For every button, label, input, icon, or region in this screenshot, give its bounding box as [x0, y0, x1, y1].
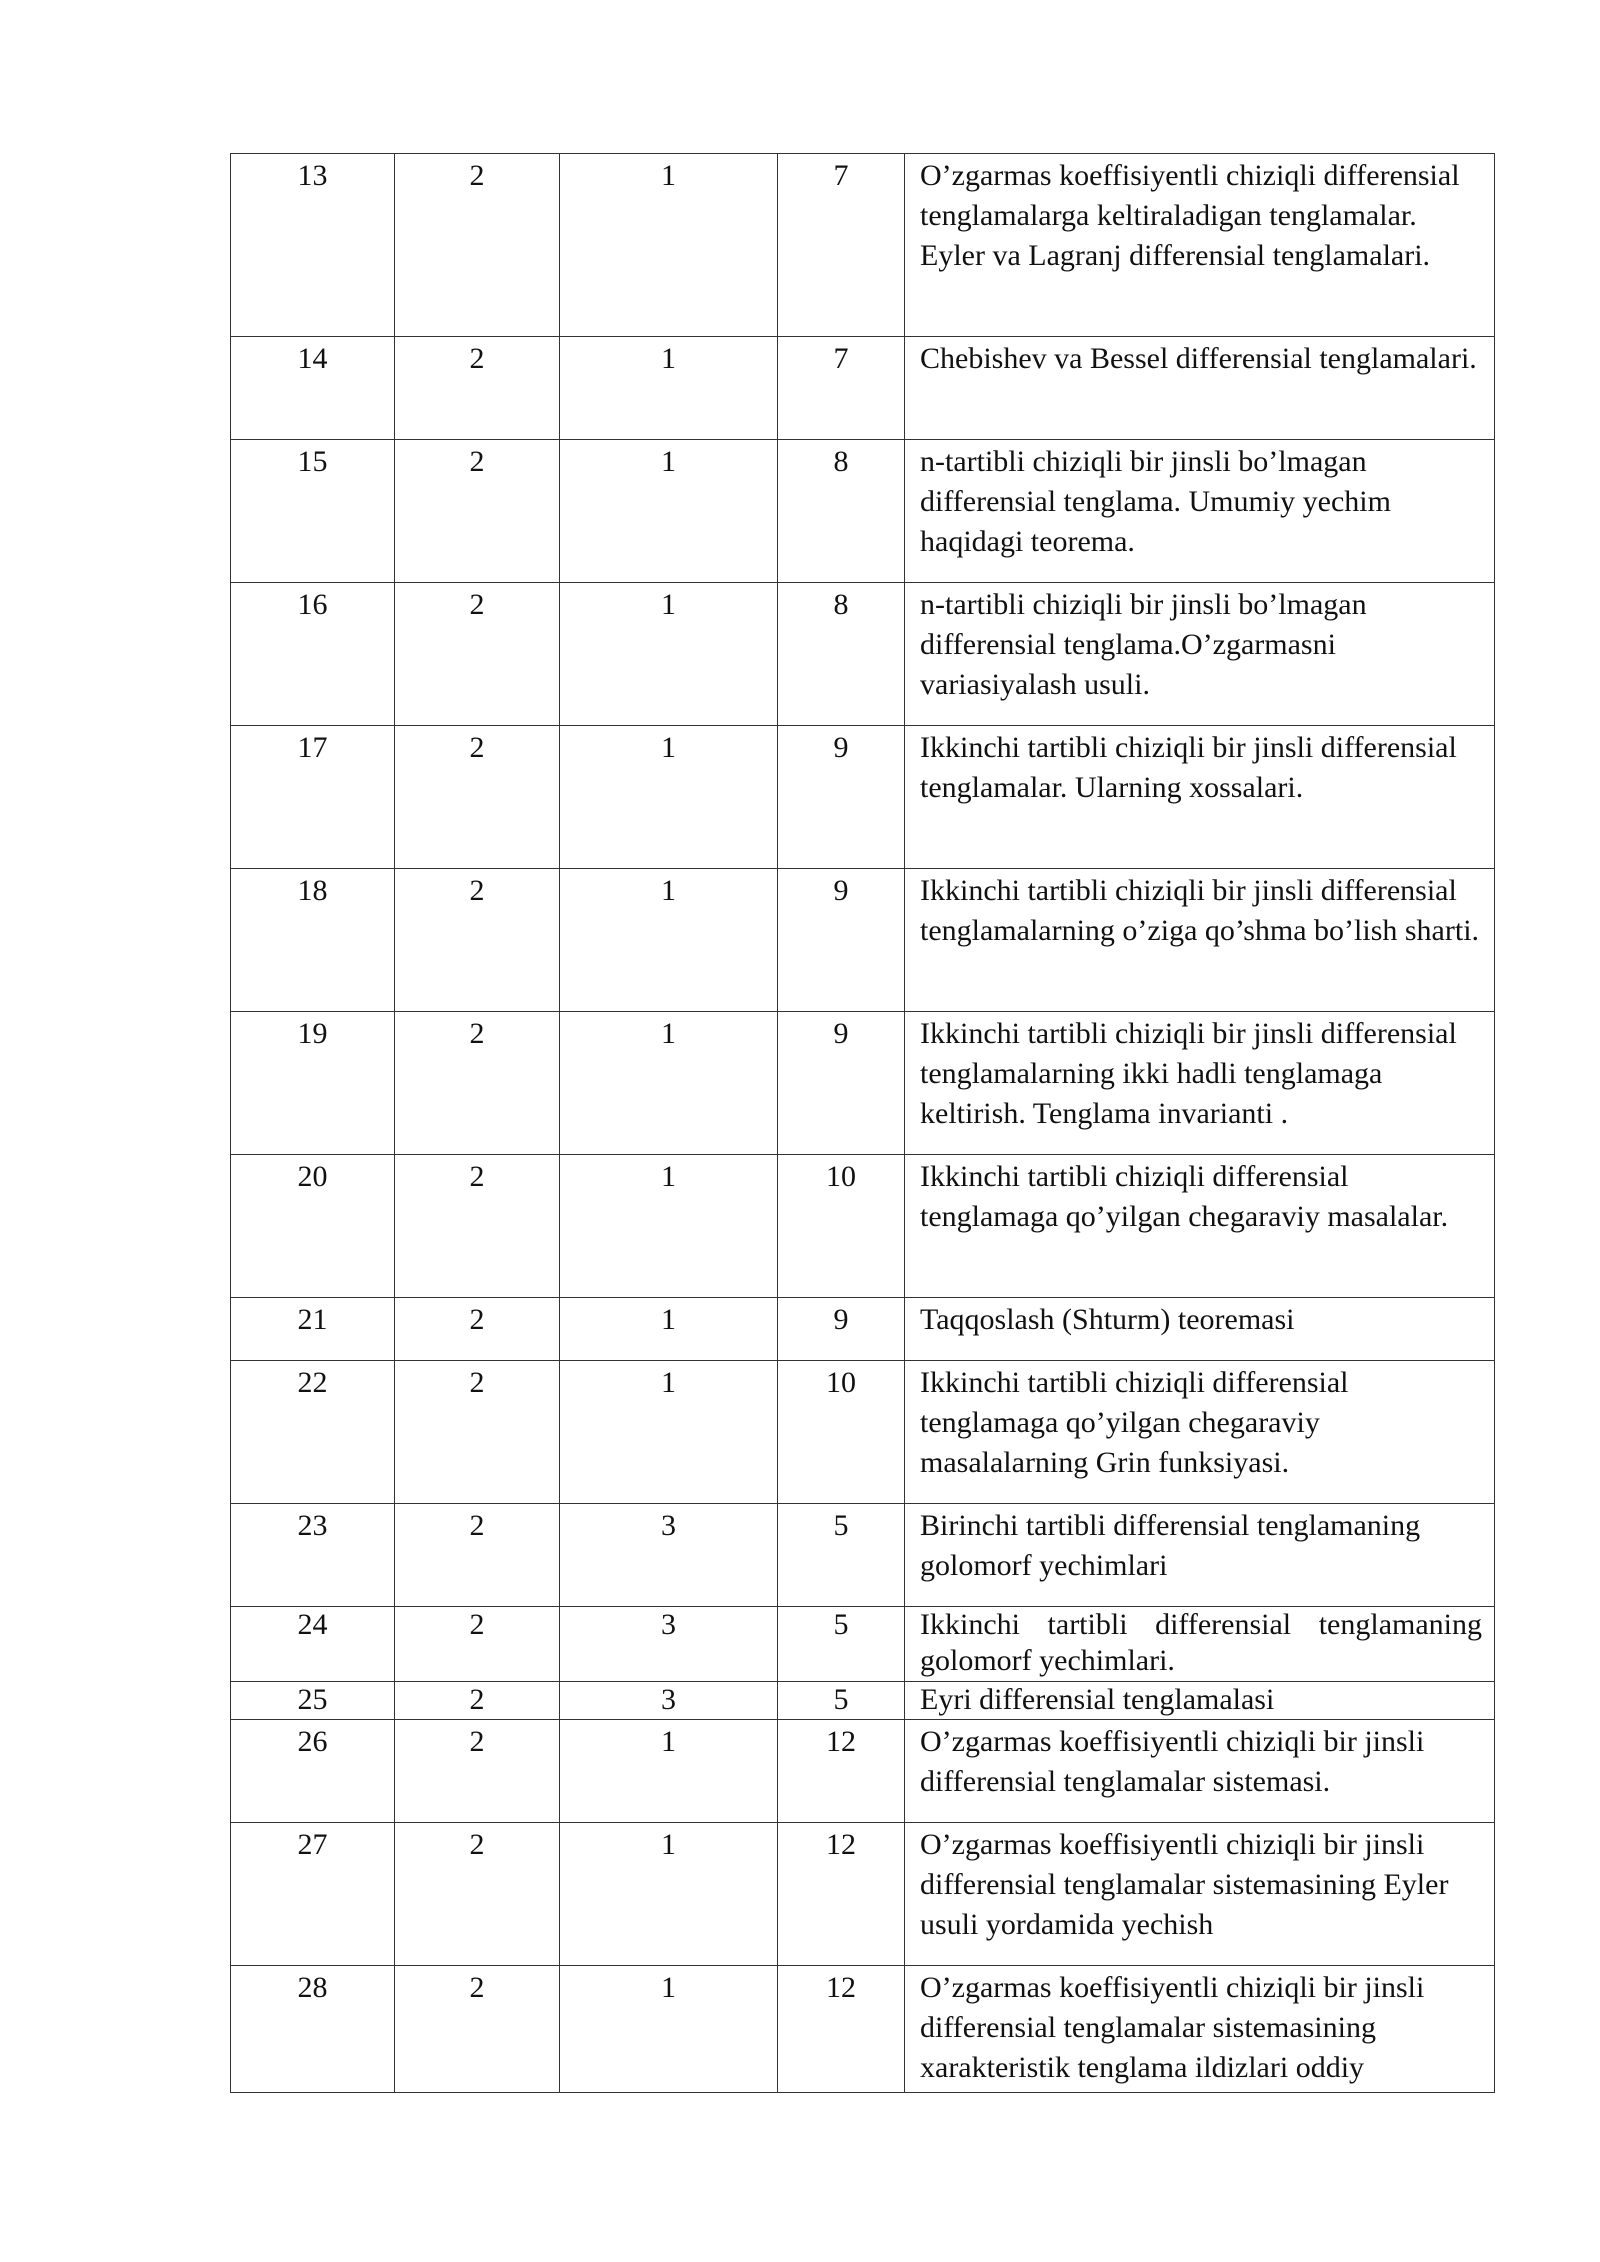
- column-4-value: 10: [778, 1155, 905, 1298]
- row-number: 24: [231, 1607, 395, 1682]
- topic-text: Ikkinchi tartibli chiziqli differensial tenglamaga qo’yilgan chegaraviy masalalarning Grin funksiyasi.: [905, 1361, 1495, 1504]
- table-row: [231, 1823, 1495, 1966]
- table-row: [231, 154, 1495, 337]
- topic-text: n-tartibli chiziqli bir jinsli bo’lmagan differensial tenglama.O’zgarmasni variasiyalash usuli.: [905, 583, 1495, 726]
- table-row: [231, 1966, 1495, 2093]
- column-3-value: 3: [560, 1504, 778, 1607]
- column-2-value: 2: [395, 1155, 560, 1298]
- row-number: 28: [231, 1966, 395, 2093]
- topic-text: Eyri differensial tenglamalasi: [905, 1682, 1495, 1720]
- column-3-value: 1: [560, 1155, 778, 1298]
- topic-text: Taqqoslash (Shturm) teoremasi: [905, 1298, 1495, 1361]
- column-3-value: 1: [560, 583, 778, 726]
- row-number: 13: [231, 154, 395, 337]
- table-row: [231, 1155, 1495, 1298]
- topics-table: [230, 153, 1495, 2093]
- table-row: [231, 1720, 1495, 1823]
- topic-text: O’zgarmas koeffisiyentli chiziqli bir jinsli differensial tenglamalar sistemasining xarakteristik tenglama ildizlari oddiy: [905, 1966, 1495, 2093]
- table-row: [231, 337, 1495, 440]
- column-2-value: 2: [395, 337, 560, 440]
- column-4-value: 9: [778, 1298, 905, 1361]
- table-row: [231, 1012, 1495, 1155]
- column-2-value: 2: [395, 583, 560, 726]
- column-2-value: 2: [395, 1298, 560, 1361]
- column-3-value: 1: [560, 1966, 778, 2093]
- topic-text: Birinchi tartibli differensial tenglamaning golomorf yechimlari: [905, 1504, 1495, 1607]
- column-3-value: 1: [560, 1823, 778, 1966]
- column-3-value: 3: [560, 1607, 778, 1682]
- table-row: [231, 869, 1495, 1012]
- row-number: 18: [231, 869, 395, 1012]
- row-number: 25: [231, 1682, 395, 1720]
- column-2-value: 2: [395, 726, 560, 869]
- column-3-value: 1: [560, 337, 778, 440]
- column-2-value: 2: [395, 1607, 560, 1682]
- column-4-value: 10: [778, 1361, 905, 1504]
- row-number: 19: [231, 1012, 395, 1155]
- table-row: [231, 1298, 1495, 1361]
- column-4-value: 12: [778, 1823, 905, 1966]
- column-2-value: 2: [395, 1012, 560, 1155]
- column-2-value: 2: [395, 1504, 560, 1607]
- column-2-value: 2: [395, 869, 560, 1012]
- column-2-value: 2: [395, 1682, 560, 1720]
- topic-text: O’zgarmas koeffisiyentli chiziqli bir jinsli differensial tenglamalar sistemasi.: [905, 1720, 1495, 1823]
- row-number: 23: [231, 1504, 395, 1607]
- table-row: [231, 1361, 1495, 1504]
- topic-text: Ikkinchi tartibli chiziqli bir jinsli differensial tenglamalar. Ularning xossalari.: [905, 726, 1495, 869]
- column-3-value: 1: [560, 726, 778, 869]
- table-row: [231, 440, 1495, 583]
- row-number: 17: [231, 726, 395, 869]
- column-4-value: 7: [778, 337, 905, 440]
- table-row: [231, 1504, 1495, 1607]
- column-2-value: 2: [395, 1823, 560, 1966]
- column-4-value: 7: [778, 154, 905, 337]
- row-number: 20: [231, 1155, 395, 1298]
- column-4-value: 9: [778, 869, 905, 1012]
- column-2-value: 2: [395, 440, 560, 583]
- column-3-value: 1: [560, 869, 778, 1012]
- topic-text: Ikkinchi tartibli differensial tenglamaning golomorf yechimlari.: [905, 1607, 1495, 1682]
- column-3-value: 1: [560, 440, 778, 583]
- row-number: 15: [231, 440, 395, 583]
- topic-text: O’zgarmas koeffisiyentli chiziqli differensial tenglamalarga keltiraladigan tenglamalar. Eyler va Lagranj differensial tenglamalari.: [905, 154, 1495, 337]
- column-4-value: 9: [778, 726, 905, 869]
- topic-text: Chebishev va Bessel differensial tenglamalari.: [905, 337, 1495, 440]
- column-2-value: 2: [395, 154, 560, 337]
- column-3-value: 1: [560, 1298, 778, 1361]
- column-3-value: 3: [560, 1682, 778, 1720]
- table-row: [231, 583, 1495, 726]
- column-3-value: 1: [560, 1720, 778, 1823]
- column-3-value: 1: [560, 154, 778, 337]
- column-4-value: 5: [778, 1682, 905, 1720]
- column-4-value: 12: [778, 1966, 905, 2093]
- topic-text: Ikkinchi tartibli chiziqli bir jinsli differensial tenglamalarning o’ziga qo’shma bo’lish sharti.: [905, 869, 1495, 1012]
- column-2-value: 2: [395, 1361, 560, 1504]
- table-row: [231, 1607, 1495, 1682]
- column-4-value: 5: [778, 1504, 905, 1607]
- column-2-value: 2: [395, 1720, 560, 1823]
- topic-text: n-tartibli chiziqli bir jinsli bo’lmagan differensial tenglama. Umumiy yechim haqidagi teorema.: [905, 440, 1495, 583]
- column-4-value: 8: [778, 583, 905, 726]
- column-4-value: 5: [778, 1607, 905, 1682]
- column-3-value: 1: [560, 1012, 778, 1155]
- row-number: 26: [231, 1720, 395, 1823]
- column-2-value: 2: [395, 1966, 560, 2093]
- row-number: 21: [231, 1298, 395, 1361]
- row-number: 22: [231, 1361, 395, 1504]
- row-number: 27: [231, 1823, 395, 1966]
- topic-text: Ikkinchi tartibli chiziqli bir jinsli differensial tenglamalarning ikki hadli tenglamaga keltirish. Tenglama invarianti .: [905, 1012, 1495, 1155]
- column-4-value: 9: [778, 1012, 905, 1155]
- row-number: 16: [231, 583, 395, 726]
- column-4-value: 8: [778, 440, 905, 583]
- table-row: [231, 726, 1495, 869]
- topic-text: O’zgarmas koeffisiyentli chiziqli bir jinsli differensial tenglamalar sistemasining Eyler usuli yordamida yechish: [905, 1823, 1495, 1966]
- column-3-value: 1: [560, 1361, 778, 1504]
- row-number: 14: [231, 337, 395, 440]
- table-row: [231, 1682, 1495, 1720]
- topic-text: Ikkinchi tartibli chiziqli differensial tenglamaga qo’yilgan chegaraviy masalalar.: [905, 1155, 1495, 1298]
- column-4-value: 12: [778, 1720, 905, 1823]
